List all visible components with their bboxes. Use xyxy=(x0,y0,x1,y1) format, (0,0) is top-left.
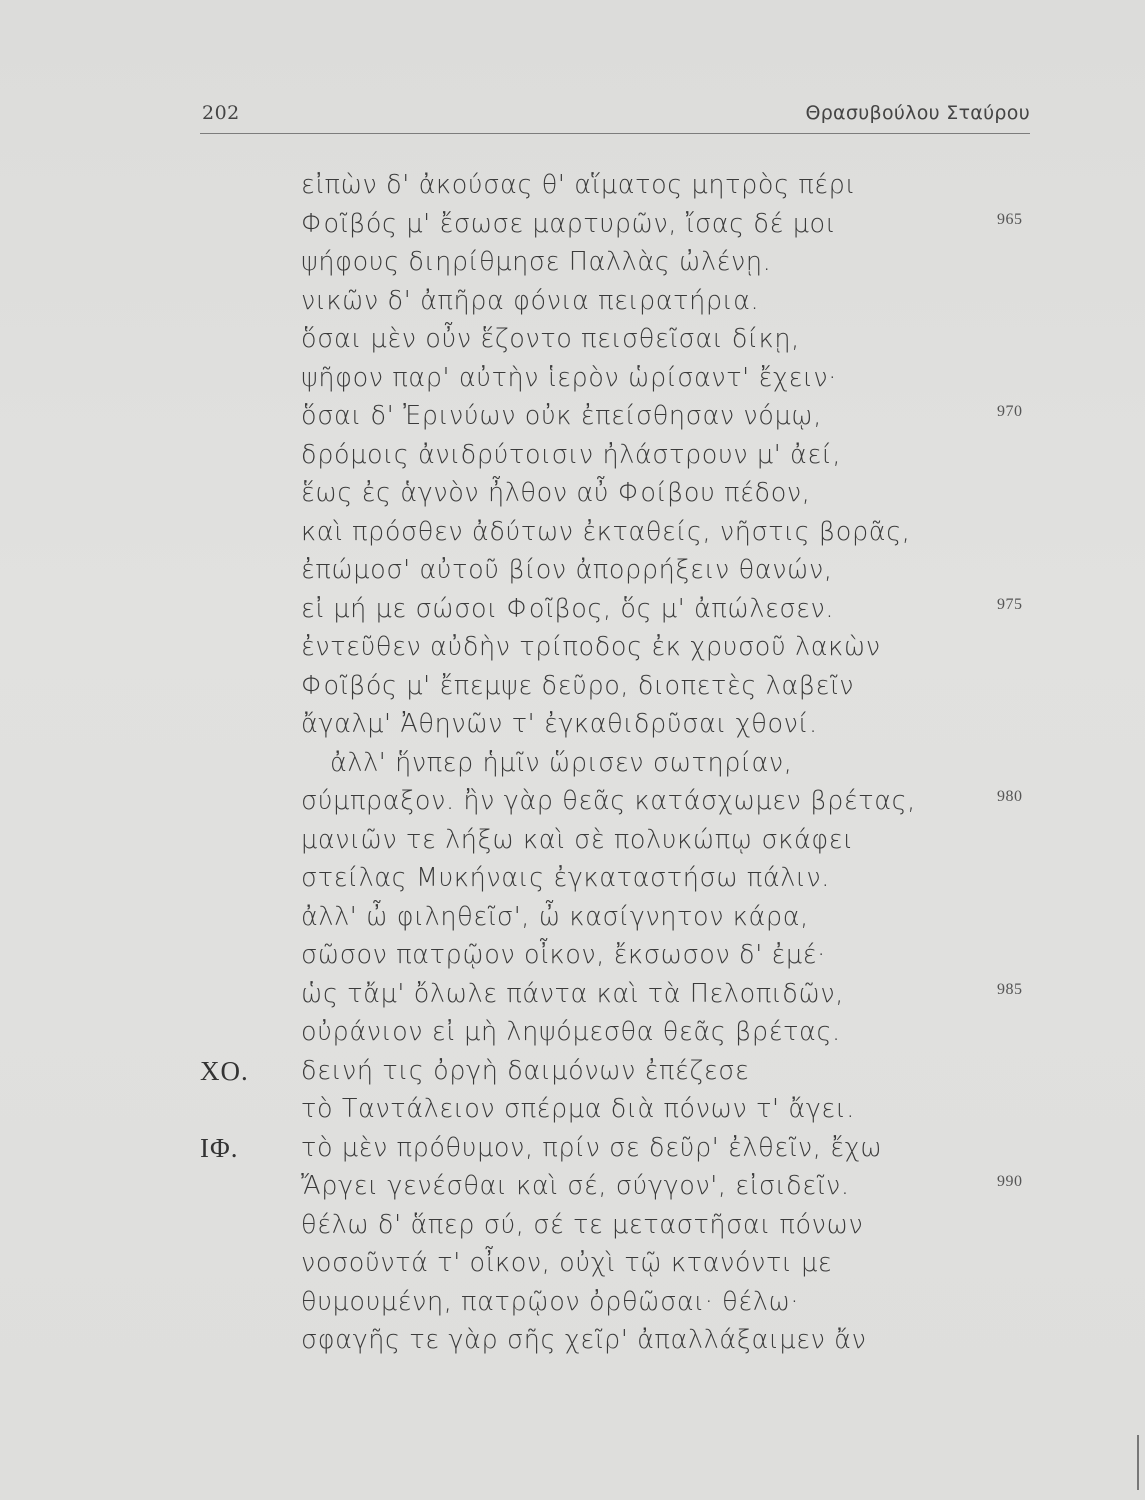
line-number: 990 xyxy=(997,1173,1023,1190)
verse-text: ἕως ἐς ἁγνὸν ἦλθον αὖ Φοίβου πέδον, xyxy=(301,478,811,508)
verse-line xyxy=(0,553,1145,592)
verse-line xyxy=(0,1208,1145,1247)
verse-text: εἰπὼν δ' ἀκούσας θ' αἵματος μητρὸς πέρι xyxy=(301,170,856,200)
verse-text: σφαγῆς τε γὰρ σῆς χεῖρ' ἀπαλλάξαιμεν ἄν xyxy=(301,1325,867,1355)
verse-text: ψῆφον παρ' αὐτὴν ἱερὸν ὡρίσαντ' ἔχειν· xyxy=(301,362,837,393)
line-number: 965 xyxy=(997,210,1023,228)
verse-text: ἀλλ' ὦ φιληθεῖσ', ὦ κασίγνητον κάρα, xyxy=(301,901,809,932)
line-number: 980 xyxy=(997,788,1023,805)
header-rule xyxy=(200,133,1030,134)
verse-text: οὐράνιον εἰ μὴ ληψόμεσθα θεᾶς βρέτας. xyxy=(301,1017,841,1047)
verse-line xyxy=(0,515,1145,554)
verse-text: στείλας Μυκήναις ἐγκαταστήσω πάλιν. xyxy=(301,863,830,893)
verse-line xyxy=(0,784,1145,823)
line-number: 985 xyxy=(997,980,1023,998)
verse-text: ἄγαλμ' Ἀθηνῶν τ' ἐγκαθιδρῦσαι χθονί. xyxy=(301,709,818,739)
verse-text: ἀλλ' ἥνπερ ἡμῖν ὥρισεν σωτηρίαν, xyxy=(330,747,793,778)
verse-line xyxy=(0,1054,1145,1093)
verse-text: ὅσαι δ' Ἐρινύων οὐκ ἐπείσθησαν νόμῳ, xyxy=(301,401,822,431)
verse-line xyxy=(0,630,1145,669)
verse-line xyxy=(0,707,1145,746)
verse-line xyxy=(0,399,1145,438)
verse-text: δρόμοις ἀνιδρύτοισιν ἠλάστρουν μ' ἀεί, xyxy=(301,439,842,470)
line-number: 970 xyxy=(997,403,1023,420)
verse-line xyxy=(0,1015,1145,1054)
verse-text: νοσοῦντά τ' οἶκον, οὐχὶ τῷ κτανόντι με xyxy=(301,1248,833,1278)
verse-line xyxy=(0,592,1145,631)
verse-line xyxy=(0,245,1145,284)
verse-text: Ἄργει γενέσθαι καὶ σέ, σύγγον', εἰσιδεῖν. xyxy=(301,1171,850,1201)
running-head: Θρασυβούλου Σταύρου xyxy=(805,102,1030,124)
verse-text: δεινή τις ὀργὴ δαιμόνων ἐπέζεσε xyxy=(301,1055,750,1086)
verse-text: θυμουμένη, πατρῷον ὀρθῶσαι· θέλω· xyxy=(301,1286,800,1317)
verse-line xyxy=(0,1092,1145,1131)
verse-text: καὶ πρόσθεν ἀδύτων ἐκταθείς, νῆστις βορᾶς, xyxy=(301,516,911,547)
verse-text: Φοῖβός μ' ἔσωσε μαρτυρῶν, ἴσας δέ μοι xyxy=(301,208,837,239)
margin-mark xyxy=(1137,1435,1139,1490)
verse-line xyxy=(0,823,1145,862)
verse-line xyxy=(0,977,1145,1016)
verse-line xyxy=(0,476,1145,515)
verse-line xyxy=(0,361,1145,400)
verse-line xyxy=(0,746,1145,785)
verse-line xyxy=(0,322,1145,361)
verse-line xyxy=(0,438,1145,477)
verse-text: ψήφους διηρίθμησε Παλλὰς ὠλένῃ. xyxy=(301,247,772,277)
verse-text: ἐντεῦθεν αὐδὴν τρίποδος ἐκ χρυσοῦ λακὼν xyxy=(301,632,881,662)
verse-block xyxy=(0,168,1145,1362)
verse-line xyxy=(0,168,1145,207)
verse-text: σύμπραξον. ἢν γὰρ θεᾶς κατάσχωμεν βρέτας, xyxy=(301,786,916,816)
speaker-label: ΧΟ. xyxy=(200,1055,249,1086)
verse-line xyxy=(0,1246,1145,1285)
verse-text: τὸ Ταντάλειον σπέρμα διὰ πόνων τ' ἄγει. xyxy=(301,1094,855,1124)
verse-line xyxy=(0,207,1145,246)
verse-text: νικῶν δ' ἀπῆρα φόνια πειρατήρια. xyxy=(301,285,760,316)
speaker-label: ΙΦ. xyxy=(200,1132,239,1163)
verse-text: θέλω δ' ἅπερ σύ, σέ τε μεταστῆσαι πόνων xyxy=(301,1209,864,1240)
verse-text: ὅσαι μὲν οὖν ἕζοντο πεισθεῖσαι δίκῃ, xyxy=(301,324,800,354)
verse-line xyxy=(0,1323,1145,1362)
verse-line xyxy=(0,284,1145,323)
verse-text: Φοῖβός μ' ἔπεμψε δεῦρο, διοπετὲς λαβεῖν xyxy=(301,670,855,701)
verse-text: ὡς τἄμ' ὄλωλε πάντα καὶ τὰ Πελοπιδῶν, xyxy=(301,978,844,1009)
verse-line xyxy=(0,1169,1145,1208)
line-number: 975 xyxy=(997,595,1023,613)
verse-text: εἰ μή με σώσοι Φοῖβος, ὅς μ' ἀπώλεσεν. xyxy=(301,593,835,624)
verse-line xyxy=(0,1285,1145,1324)
verse-line xyxy=(0,900,1145,939)
page-header xyxy=(200,100,1030,130)
verse-line xyxy=(0,938,1145,977)
verse-line xyxy=(0,669,1145,708)
verse-line xyxy=(0,861,1145,900)
page-number: 202 xyxy=(202,102,240,124)
verse-text: ἐπώμοσ' αὐτοῦ βίον ἀπορρήξειν θανών, xyxy=(301,555,833,585)
verse-text: μανιῶν τε λήξω καὶ σὲ πολυκώπῳ σκάφει xyxy=(301,824,854,855)
verse-text: τὸ μὲν πρόθυμον, πρίν σε δεῦρ' ἐλθεῖν, ἔχω xyxy=(301,1132,883,1163)
verse-line xyxy=(0,1131,1145,1170)
verse-text: σῶσον πατρῷον οἶκον, ἔκσωσον δ' ἐμέ· xyxy=(301,940,826,970)
